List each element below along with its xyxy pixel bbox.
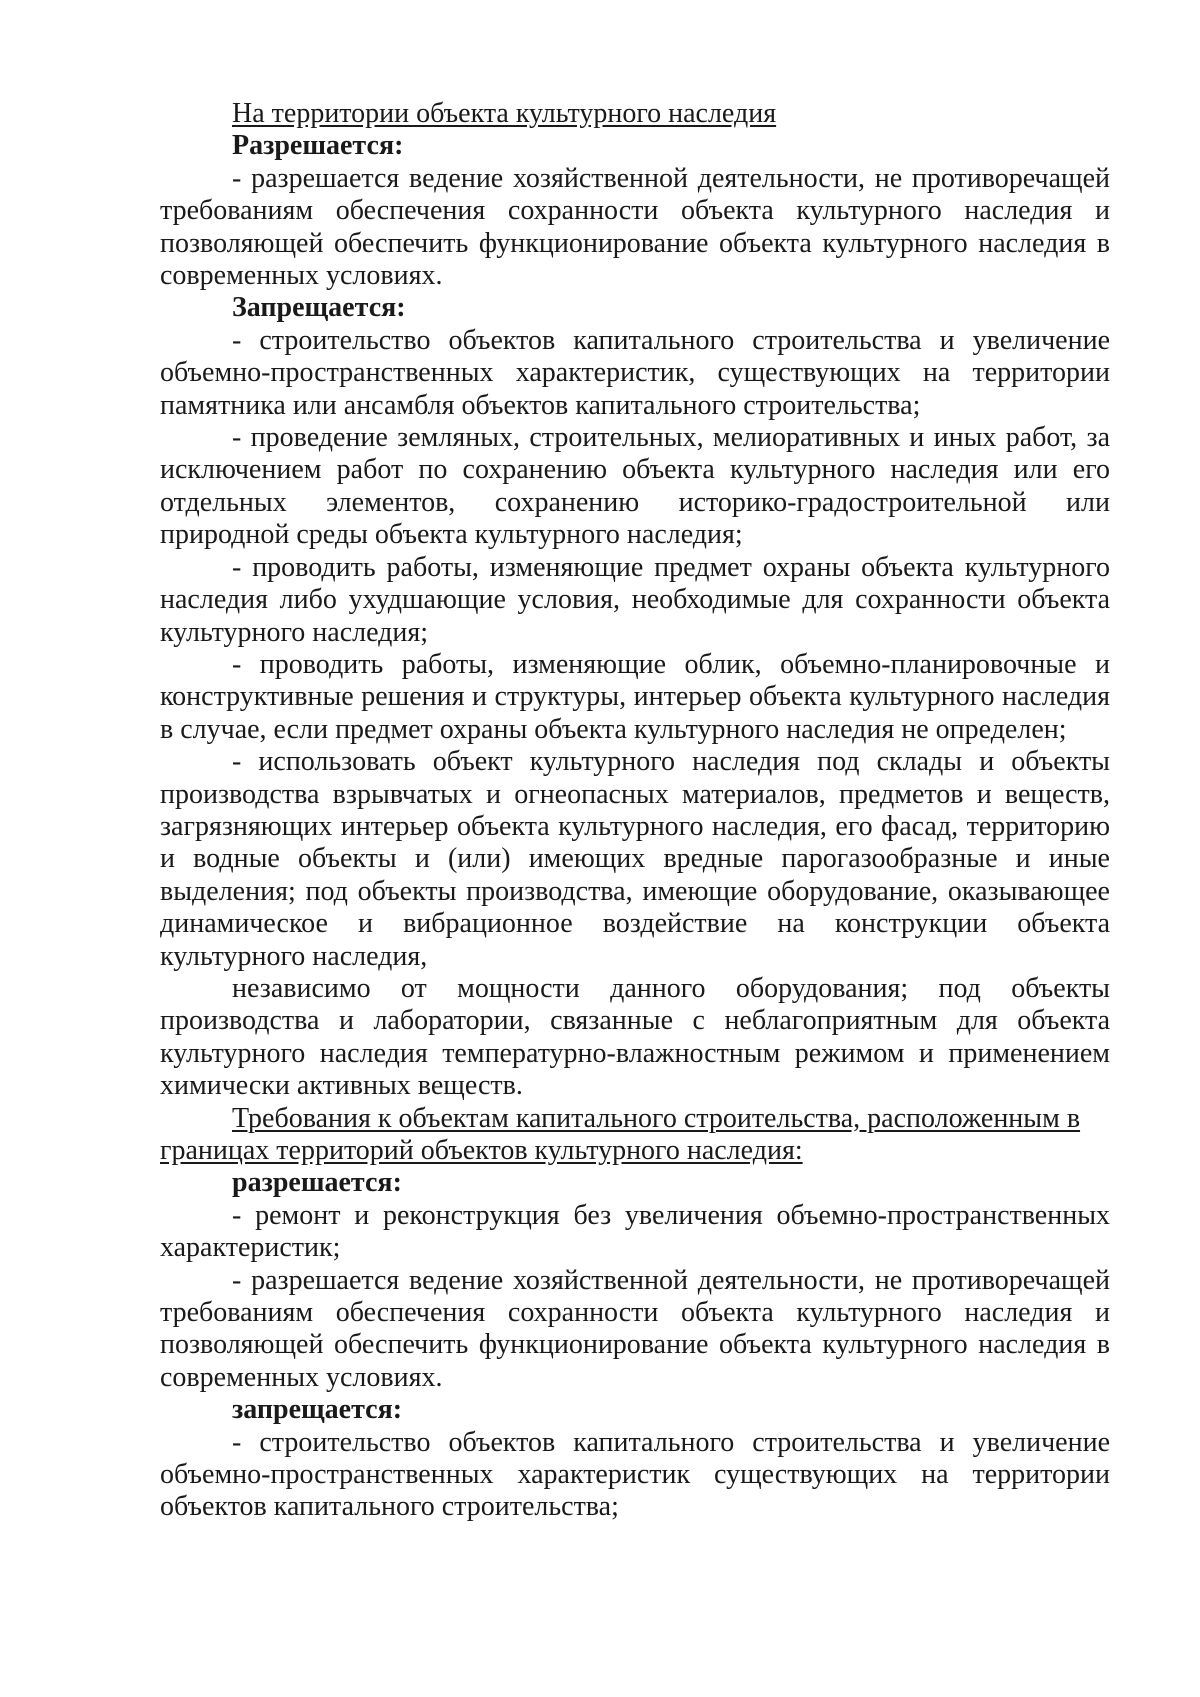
- document-body: [160, 98, 1110, 1524]
- section1-forbidden-item: - проводить работы, изменяющие предмет охраны объекта культурного наследия либо ухудшающие условия, необходимые для сохранности объекта культурного наследия;: [160, 551, 1110, 648]
- section1-heading: На территории объекта культурного наследия: [232, 98, 777, 129]
- section1-forbidden-item: - проведение земляных, строительных, мелиоративных и иных работ, за исключением работ по сохранению объекта культурного наследия или его отдельных элементов, сохранению историко-градостроительной или природной среды объекта культурного наследия;: [160, 422, 1110, 551]
- section1-forbidden-label: Запрещается:: [232, 292, 406, 324]
- section1-forbidden-item: независимо от мощности данного оборудования; под объекты производства и лаборатории, связанные с неблагоприятным для объекта культурного наследия температурно-влажностным режимом и применением химически активных веществ.: [160, 972, 1110, 1102]
- section1-allowed-label: Разрешается:: [232, 130, 404, 162]
- section2-forbidden-item: - строительство объектов капитального строительства и увеличение объемно-пространственных характеристик существующих на территории объектов капитального строительства;: [160, 1426, 1110, 1523]
- section2-allowed-item: - разрешается ведение хозяйственной деятельности, не противоречащей требованиям обеспечения сохранности объекта культурного наследия и позволяющей обеспечить функционирование объекта культурного наследия в современных условиях.: [160, 1264, 1110, 1393]
- section2-allowed-label: разрешается:: [232, 1167, 402, 1199]
- section1-forbidden-item: - строительство объектов капитального строительства и увеличение объемно-пространственных характеристик, существующих на территории памятника или ансамбля объектов капитального строительства;: [160, 324, 1110, 421]
- section1-forbidden-item: - проводить работы, изменяющие облик, объемно-планировочные и конструктивные решения и структуры, интерьер объекта культурного наследия в случае, если предмет охраны объекта культурного наследия не определен;: [160, 648, 1110, 745]
- section1-allowed-item: - разрешается ведение хозяйственной деятельности, не противоречащей требованиям обеспечения сохранности объекта культурного наследия и позволяющей обеспечить функционирование объекта культурного наследия в современных условиях.: [160, 162, 1110, 292]
- section2-forbidden-label: запрещается:: [232, 1394, 403, 1426]
- section1-forbidden-item: - использовать объект культурного наследия под склады и объекты производства взрывчатых и огнеопасных материалов, предметов и веществ, загрязняющих интерьер объекта культурного наследия, его фасад, территорию и водные объекты и (или) имеющих вредные парогазообразные и иные выделения; под объекты производства, имеющие оборудование, оказывающее динамическое и вибрационное воздействие на конструкции объекта культурного наследия,: [160, 746, 1110, 972]
- section2-heading: Требования к объектам капитального строительства, расположенным в границах территорий объектов культурного наследия:: [160, 1102, 1081, 1166]
- section2-allowed-item: - ремонт и реконструкция без увеличения объемно-пространственных характеристик;: [160, 1199, 1110, 1264]
